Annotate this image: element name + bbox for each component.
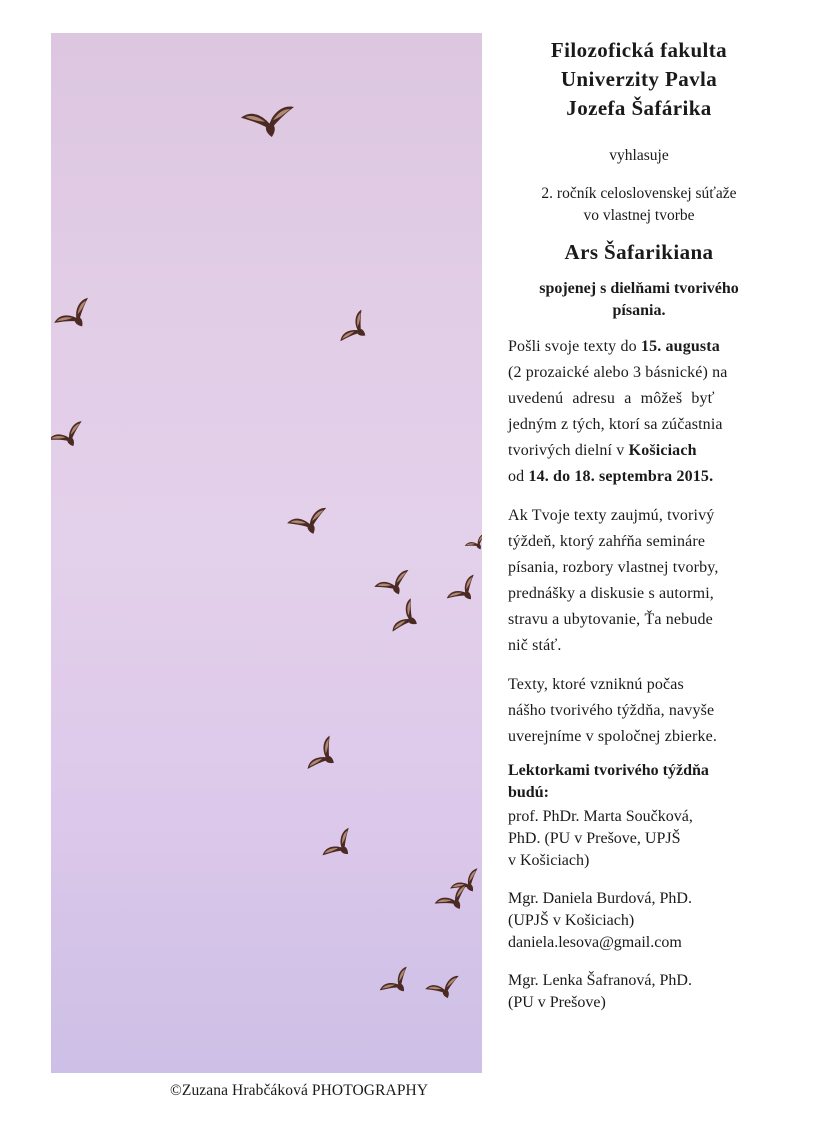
contest-name: Ars Šafarikiana <box>564 240 714 264</box>
announces-text: vyhlasuje <box>609 147 669 164</box>
bird-icon <box>379 966 418 1003</box>
lecturer-burdova: Mgr. Daniela Burdová, PhD. (UPJŠ v Košiciach) daniela.lesova@gmail.com <box>508 888 770 954</box>
bird-icon <box>306 735 345 779</box>
bird-icon <box>241 106 299 142</box>
lecturer-soucko: prof. PhDr. Marta Součková, PhD. (PU v Prešove, UPJŠ v Košiciach) <box>508 808 693 869</box>
edition-text: 2. ročník celoslovenskej súťaže vo vlastnej tvorbe <box>541 185 737 224</box>
bird-icon <box>374 569 416 602</box>
bird-icon <box>51 420 90 455</box>
lecturer-email[interactable]: daniela.lesova@gmail.com <box>508 934 682 951</box>
bird-icon <box>321 827 361 867</box>
anthology-paragraph: Texty, ktoré vzniknú počas nášho tvorivého týždňa, navyše uverejníme v spoločnej zbierke. <box>508 676 718 745</box>
bird-icon <box>464 533 482 555</box>
bird-icon <box>339 309 376 351</box>
workshops-text: spojenej s dielňami tvorivého písania. <box>539 280 739 319</box>
bird-icon <box>286 507 333 541</box>
faculty-title: Filozofická fakulta Univerzity Pavla Jozefa Šafárika <box>550 38 728 120</box>
photo-credit: ©Zuzana Hrabčáková PHOTOGRAPHY <box>170 1082 429 1099</box>
bird-icon <box>446 574 482 611</box>
bird-icon <box>53 297 99 338</box>
bird-icon <box>391 598 426 640</box>
interest-paragraph: Ak Tvoje texty zaujmú, tvorivý týždeň, ktorý zahŕňa semináre písania, rozbory vlastnej tvorby, prednášky a diskusie s autormi, stravu a ubytovanie, Ťa nebude nič stáť. <box>508 507 719 654</box>
bird-icon <box>425 975 465 1004</box>
lecturers-heading: Lektorkami tvorivého týždňa budú: <box>508 762 709 801</box>
announcement-text <box>508 36 770 1014</box>
birds-flying-photo <box>51 33 482 1073</box>
birds-illustration <box>51 33 482 1073</box>
send-texts-paragraph: Pošli svoje texty do 15. augusta (2 prozaické alebo 3 básnické) na uvedenú adresu a môžeš byť jedným z tých, ktorí sa zúčastnia tvorivých dielní v Košiciach od 14. do 18. septembra 2015. <box>508 338 728 485</box>
lecturer-safranova: Mgr. Lenka Šafranová, PhD. (PU v Prešove) <box>508 972 692 1011</box>
